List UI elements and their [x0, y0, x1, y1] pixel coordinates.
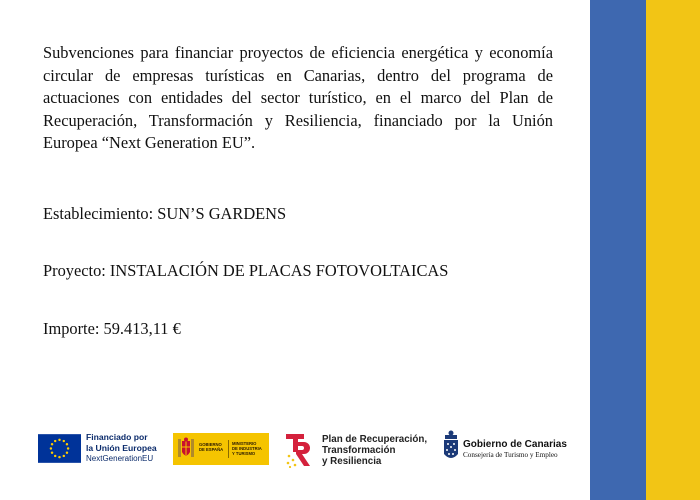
spain-gobierno-text — [199, 442, 223, 452]
eu-star — [50, 447, 52, 449]
canarias-line-2: Consejería de Turismo y Empleo — [463, 451, 558, 459]
eu-funding-text — [86, 432, 157, 465]
eu-flag-icon — [38, 434, 81, 463]
eu-line-1: Financiado por — [86, 432, 148, 442]
eu-star — [54, 455, 56, 457]
eu-funding-logo — [38, 430, 168, 470]
prtr-line-3: y Resiliencia — [322, 456, 382, 467]
eu-star — [63, 440, 65, 442]
spain-government-logo — [173, 433, 269, 465]
blue-stripe — [590, 0, 646, 500]
yellow-stripe — [646, 0, 700, 500]
eu-line-2: la Unión Europea — [86, 442, 157, 453]
eu-star — [66, 452, 68, 454]
canarias-text — [463, 439, 567, 459]
prtr-line-2: Transformación — [322, 445, 396, 456]
eu-star — [58, 456, 60, 458]
canarias-crest-icon — [441, 430, 461, 464]
eu-star — [58, 439, 60, 441]
gobierno-canarias-logo — [441, 430, 576, 470]
prtr-logo — [284, 430, 434, 470]
canarias-line-1: Gobierno de Canarias — [463, 439, 567, 450]
eu-star — [51, 452, 53, 454]
proyecto-line: Proyecto: INSTALACIÓN DE PLACAS FOTOVOLTAICAS — [43, 261, 449, 280]
prtr-logo-icon — [284, 432, 318, 468]
eu-star — [66, 443, 68, 445]
importe-line: Importe: 59.413,11 € — [43, 319, 181, 338]
ministerio-line-2: DE INDUSTRIA — [232, 446, 262, 451]
ministerio-line-1: MINISTERIO — [232, 441, 257, 446]
eu-star — [51, 443, 53, 445]
gobierno-line-2: DE ESPAÑA — [199, 447, 224, 452]
intro-paragraph: Subvenciones para financiar proyectos de eficiencia energética y economía circular de empresas turísticas en Canarias, dentro del programa de actuaciones con entidades del sector turístico, en el marco del Plan de Recuperación, Transformación y Resiliencia, financiado por la Unión Europea “Next Generation EU”. — [43, 43, 553, 152]
eu-star — [67, 447, 69, 449]
eu-star — [54, 440, 56, 442]
spain-ministerio-text — [232, 441, 262, 456]
prtr-line-1: Plan de Recuperación, — [322, 434, 428, 445]
eu-star — [63, 455, 65, 457]
establecimiento-line: Establecimiento: SUN’S GARDENS — [43, 204, 287, 223]
spain-logo-divider — [228, 440, 229, 458]
eu-line-3: NextGenerationEU — [86, 454, 154, 463]
gobierno-line-1: GOBIERNO — [199, 442, 222, 447]
ministerio-line-3: Y TURISMO — [232, 451, 256, 456]
spain-coat-of-arms-icon — [177, 437, 195, 461]
prtr-text — [322, 434, 427, 467]
